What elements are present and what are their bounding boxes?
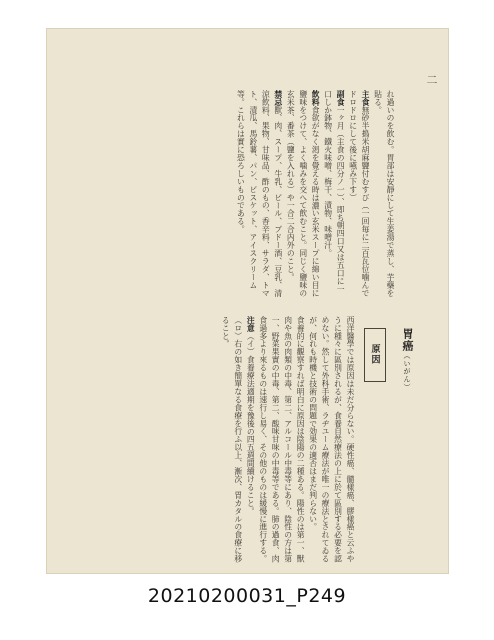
title-text: 胃癌 bbox=[401, 328, 414, 352]
paragraph-drink bbox=[284, 90, 321, 298]
paragraph-side-dish bbox=[321, 90, 346, 298]
paragraph-forbidden bbox=[234, 90, 284, 298]
image-caption: 20210200031_P249 bbox=[147, 585, 347, 607]
page-number: 二 bbox=[425, 74, 438, 85]
paragraph-note-2: （ロ）右の如き簡單なる食療を行ふ以上、漸次、胃カタルの食療に移ること。 bbox=[221, 316, 243, 563]
label-staple-food: 主食 bbox=[361, 90, 371, 106]
note-1-text: （イ）食養療法適期を豫後の四五週間續けること。 bbox=[246, 331, 256, 515]
label-side-dish: 副食 bbox=[336, 90, 346, 106]
title-ruby: （いがん） bbox=[403, 351, 411, 392]
top-text-block bbox=[124, 90, 396, 298]
cause-box-label: 原因 bbox=[364, 328, 386, 382]
forbidden-text: 獸、肉、スープ、牛乳、ビール、ブドー酒、豆乳、清涼飲料、果物、甘味品、酢のもの、香辛料、サラダ、トマト、漬瓜、馬鈴薯、パン、ビスケット、アイスクリーム等。これらは實に恐ろしいものである。 bbox=[236, 90, 283, 297]
paragraph-notes bbox=[244, 316, 256, 566]
paragraph-intro: れ過いのを飲む。胃部は安靜にして生姜湯で蒸し、芋藥を貼る。 bbox=[373, 90, 395, 297]
drink-text: 食欲がなく渇を覺える時は濃い玄米スープに綿い目に鹽味をつけて、よく噛みを交へて飲むこと。同じく鹽味の玄米茶、番茶（鹽を入れる）や一合二合内外のこと。 bbox=[286, 90, 321, 297]
label-drink: 飲料 bbox=[311, 90, 321, 106]
staple-food-text: 無砂半搗米胡麻鹽付むすび（一回毎に二百瓦位噛んでドロドロにして後に嚥み下す） bbox=[348, 90, 371, 297]
section-title bbox=[395, 328, 415, 418]
side-dish-text: 一ヶ月（主食の四分ノ一）、即ち朝四口又は五口に一口しか鉢物、鐵火味噌、梅干、漬物、味噌汁。 bbox=[323, 90, 346, 293]
label-notes: 注意 bbox=[246, 316, 256, 332]
paragraph-cause-1: 西洋醫學では原因は未だ分らない。硬性癌、髓樣癌、膠樣癌と云ふやうに種々に區別されるが、食養自然療法の上に於て區別する必要を認めない。然して外科手術、ラヂユーム療法が唯一の療法とされてゐるが、何れも時機と技術の問題で効果の適否はまだ判らない。 bbox=[308, 316, 355, 563]
scanned-page bbox=[46, 28, 449, 574]
paragraph-staple-food bbox=[346, 90, 371, 298]
bottom-text-block bbox=[124, 316, 356, 566]
label-forbidden: 禁忌 bbox=[273, 90, 283, 106]
paragraph-cause-2: 食養的に觀察すれば明白に原因は陰陽の二種ある。陽性のは第一、獸肉や魚の肉類の中毒、第二、アルコール中毒等にあり、陰性の方は第一、野菜果實の中毒、第二、酸味甘味の中毒等である。肺の過食、肉食過多より來るものは速行し易く、その他のものは緩慢に進行する。 bbox=[258, 316, 306, 563]
